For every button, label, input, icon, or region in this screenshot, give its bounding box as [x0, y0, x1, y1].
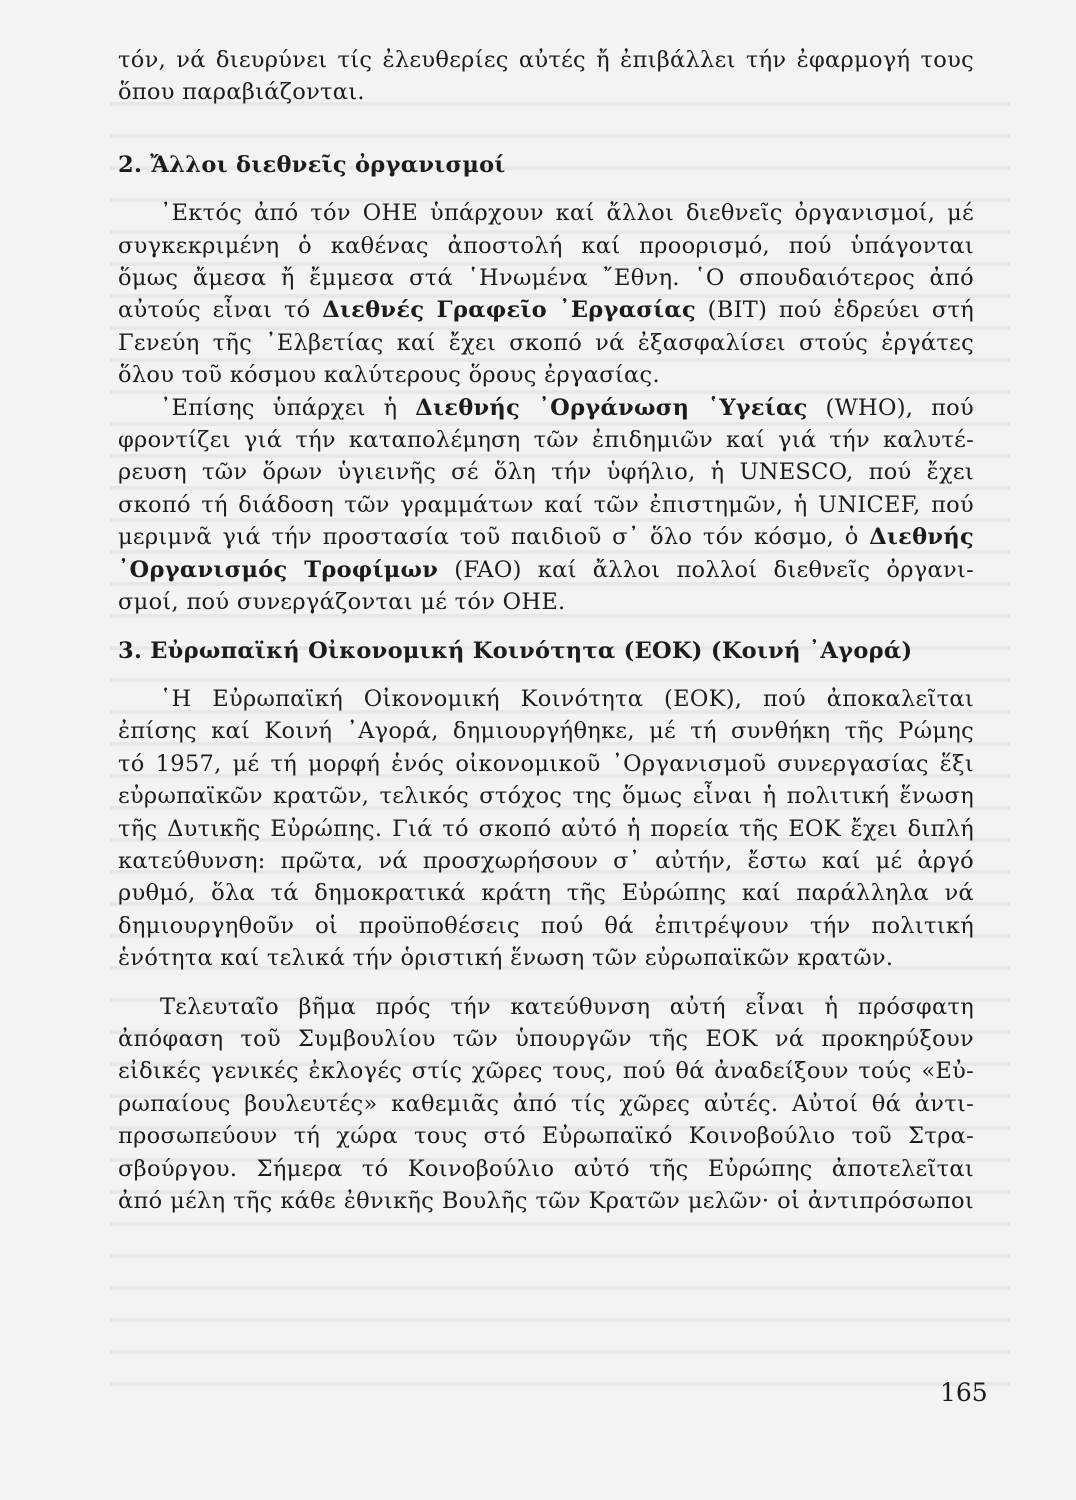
section-heading: 2. Ἄλλοι διεθνεῖς ὀργανισμοί [118, 151, 506, 178]
text-line: τόν, νά διευρύνει τίς ἐλευθερίες αὐτές ἤ ἐπιβάλλει τήν ἐφαρμογή τους [118, 47, 974, 73]
text-line: ὅπου παραβιάζονται. [118, 79, 365, 106]
text-line: ῾Η Εὐρωπαϊκή Οἰκονομική Κοινότητα (ΕΟΚ), πού ἀποκαλεῖται [160, 685, 974, 712]
text-line: ρευση τῶν ὅρων ὑγιεινῆς σέ ὅλη τήν ὑφήλιο, ἡ UNESCO, πού ἔχει [118, 459, 974, 486]
text-line: ᾿Εκτός ἀπό τόν ΟΗΕ ὑπάρχουν καί ἄλλοι διεθνεῖς ὀργανισμοί, μέ [160, 200, 974, 227]
text-line: Τελευταῖο βῆμα πρός τήν κατεύθυνση αὐτή εἶναι ἡ πρόσφατη [160, 993, 974, 1020]
page-text [118, 44, 974, 1217]
text-line: τῆς Δυτικῆς Εὐρώπης. Γιά τό σκοπό αὐτό ἡ πορεία τῆς ΕΟΚ ἔχει διπλή [118, 815, 974, 842]
text-line: ᾿Οργανισμός Τροφίμων (FAO) καί ἄλλοι πολλοί διεθνεῖς ὀργανι- [118, 556, 974, 583]
text-line: τό 1957, μέ τή μορφή ἑνός οἰκονομικοῦ ᾿Οργανισμοῦ συνεργασίας ἕξι [118, 750, 974, 777]
text-line: ὅμως ἄμεσα ἤ ἔμμεσα στά ῾Ηνωμένα ῎Εθνη. ῾Ο σπουδαιότερος ἀπό [118, 265, 974, 292]
text-line: Γενεύη τῆς ᾿Ελβετίας καί ἔχει σκοπό νά ἐξασφαλίσει στούς ἐργάτες [118, 329, 974, 356]
text-line: συγκεκριμένη ὁ καθένας ἀποστολή καί προορισμό, πού ὑπάγονται [118, 232, 974, 259]
text-line: ρωπαίους βουλευτές» καθεμιᾶς ἀπό τίς χῶρες αὐτές. Αὐτοί θά ἀντι- [118, 1090, 974, 1117]
org-name-bold: ᾿Οργανισμός Τροφίμων [118, 556, 439, 583]
text-line: σμοί, πού συνεργάζονται μέ τόν ΟΗΕ. [118, 589, 566, 616]
text-line: ᾿Επίσης ὑπάρχει ἡ Διεθνής ᾿Οργάνωση ῾Υγείας (WHO), πού [160, 394, 974, 421]
org-name-bold: Διεθνής [869, 524, 974, 551]
section-heading: 3. Εὐρωπαϊκή Οἰκονομική Κοινότητα (ΕΟΚ) (Κοινή ᾿Αγορά) [118, 637, 913, 664]
text-line: φροντίζει γιά τήν καταπολέμηση τῶν ἐπιδημιῶν καί γιά τήν καλυτέ- [118, 427, 974, 454]
text-line: αὐτούς εἶναι τό Διεθνές Γραφεῖο ᾿Εργασίας (BIT) πού ἑδρεύει στή [118, 297, 975, 324]
text-line: εἰδικές γενικές ἐκλογές στίς χῶρες τους, πού θά ἀναδείξουν τούς «Εὐ- [118, 1058, 974, 1085]
text-line: μεριμνᾶ γιά τήν προστασία τοῦ παιδιοῦ σ᾿ ὅλο τόν κόσμο, ὁ Διεθνής [118, 524, 974, 551]
text-line: ρυθμό, ὅλα τά δημοκρατικά κράτη τῆς Εὐρώπης καί παράλληλα νά [118, 880, 974, 907]
text-line: εὐρωπαϊκῶν κρατῶν, τελικός στόχος της ὅμως εἶναι ἡ πολιτική ἕνωση [118, 783, 974, 810]
text-line: κατεύθυνση: πρῶτα, νά προσχωρήσουν σ᾿ αὐτήν, ἔστω καί μέ ἀργό [118, 847, 974, 874]
text-line: σβούργου. Σήμερα τό Κοινοβούλιο αὐτό τῆς Εὐρώπης ἀποτελεῖται [118, 1155, 974, 1182]
text-line: ἀπόφαση τοῦ Συμβουλίου τῶν ὑπουργῶν τῆς ΕΟΚ νά προκηρύξουν [118, 1025, 974, 1052]
text-line: ἑνότητα καί τελικά τήν ὁριστική ἕνωση τῶν εὐρωπαϊκῶν κρατῶν. [118, 945, 894, 972]
text-line: ὅλου τοῦ κόσμου καλύτερους ὅρους ἐργασίας. [118, 362, 660, 389]
text-line: δημιουργηθοῦν οἱ προϋποθέσεις πού θά ἐπιτρέψουν τήν πολιτική [118, 912, 974, 939]
text-line: σκοπό τή διάδοση τῶν γραμμάτων καί τῶν ἐπιστημῶν, ἡ UNICEF, πού [118, 491, 974, 518]
org-name-bold: Διεθνές Γραφεῖο ᾿Εργασίας [322, 297, 697, 324]
text-line: προσωπεύουν τή χώρα τους στό Εὐρωπαϊκό Κοινοβούλιο τοῦ Στρα- [118, 1123, 974, 1150]
org-name-bold: Διεθνής ᾿Οργάνωση ῾Υγείας [415, 394, 808, 421]
text-line: ἐπίσης καί Κοινή ᾿Αγορά, δημιουργήθηκε, μέ τή συνθήκη τῆς Ρώμης [118, 718, 974, 745]
text-line: ἀπό μέλη τῆς κάθε ἐθνικῆς Βουλῆς τῶν Κρατῶν μελῶν· οἱ ἀντιπρόσωποι [118, 1188, 974, 1214]
page-number: 165 [940, 1378, 988, 1407]
